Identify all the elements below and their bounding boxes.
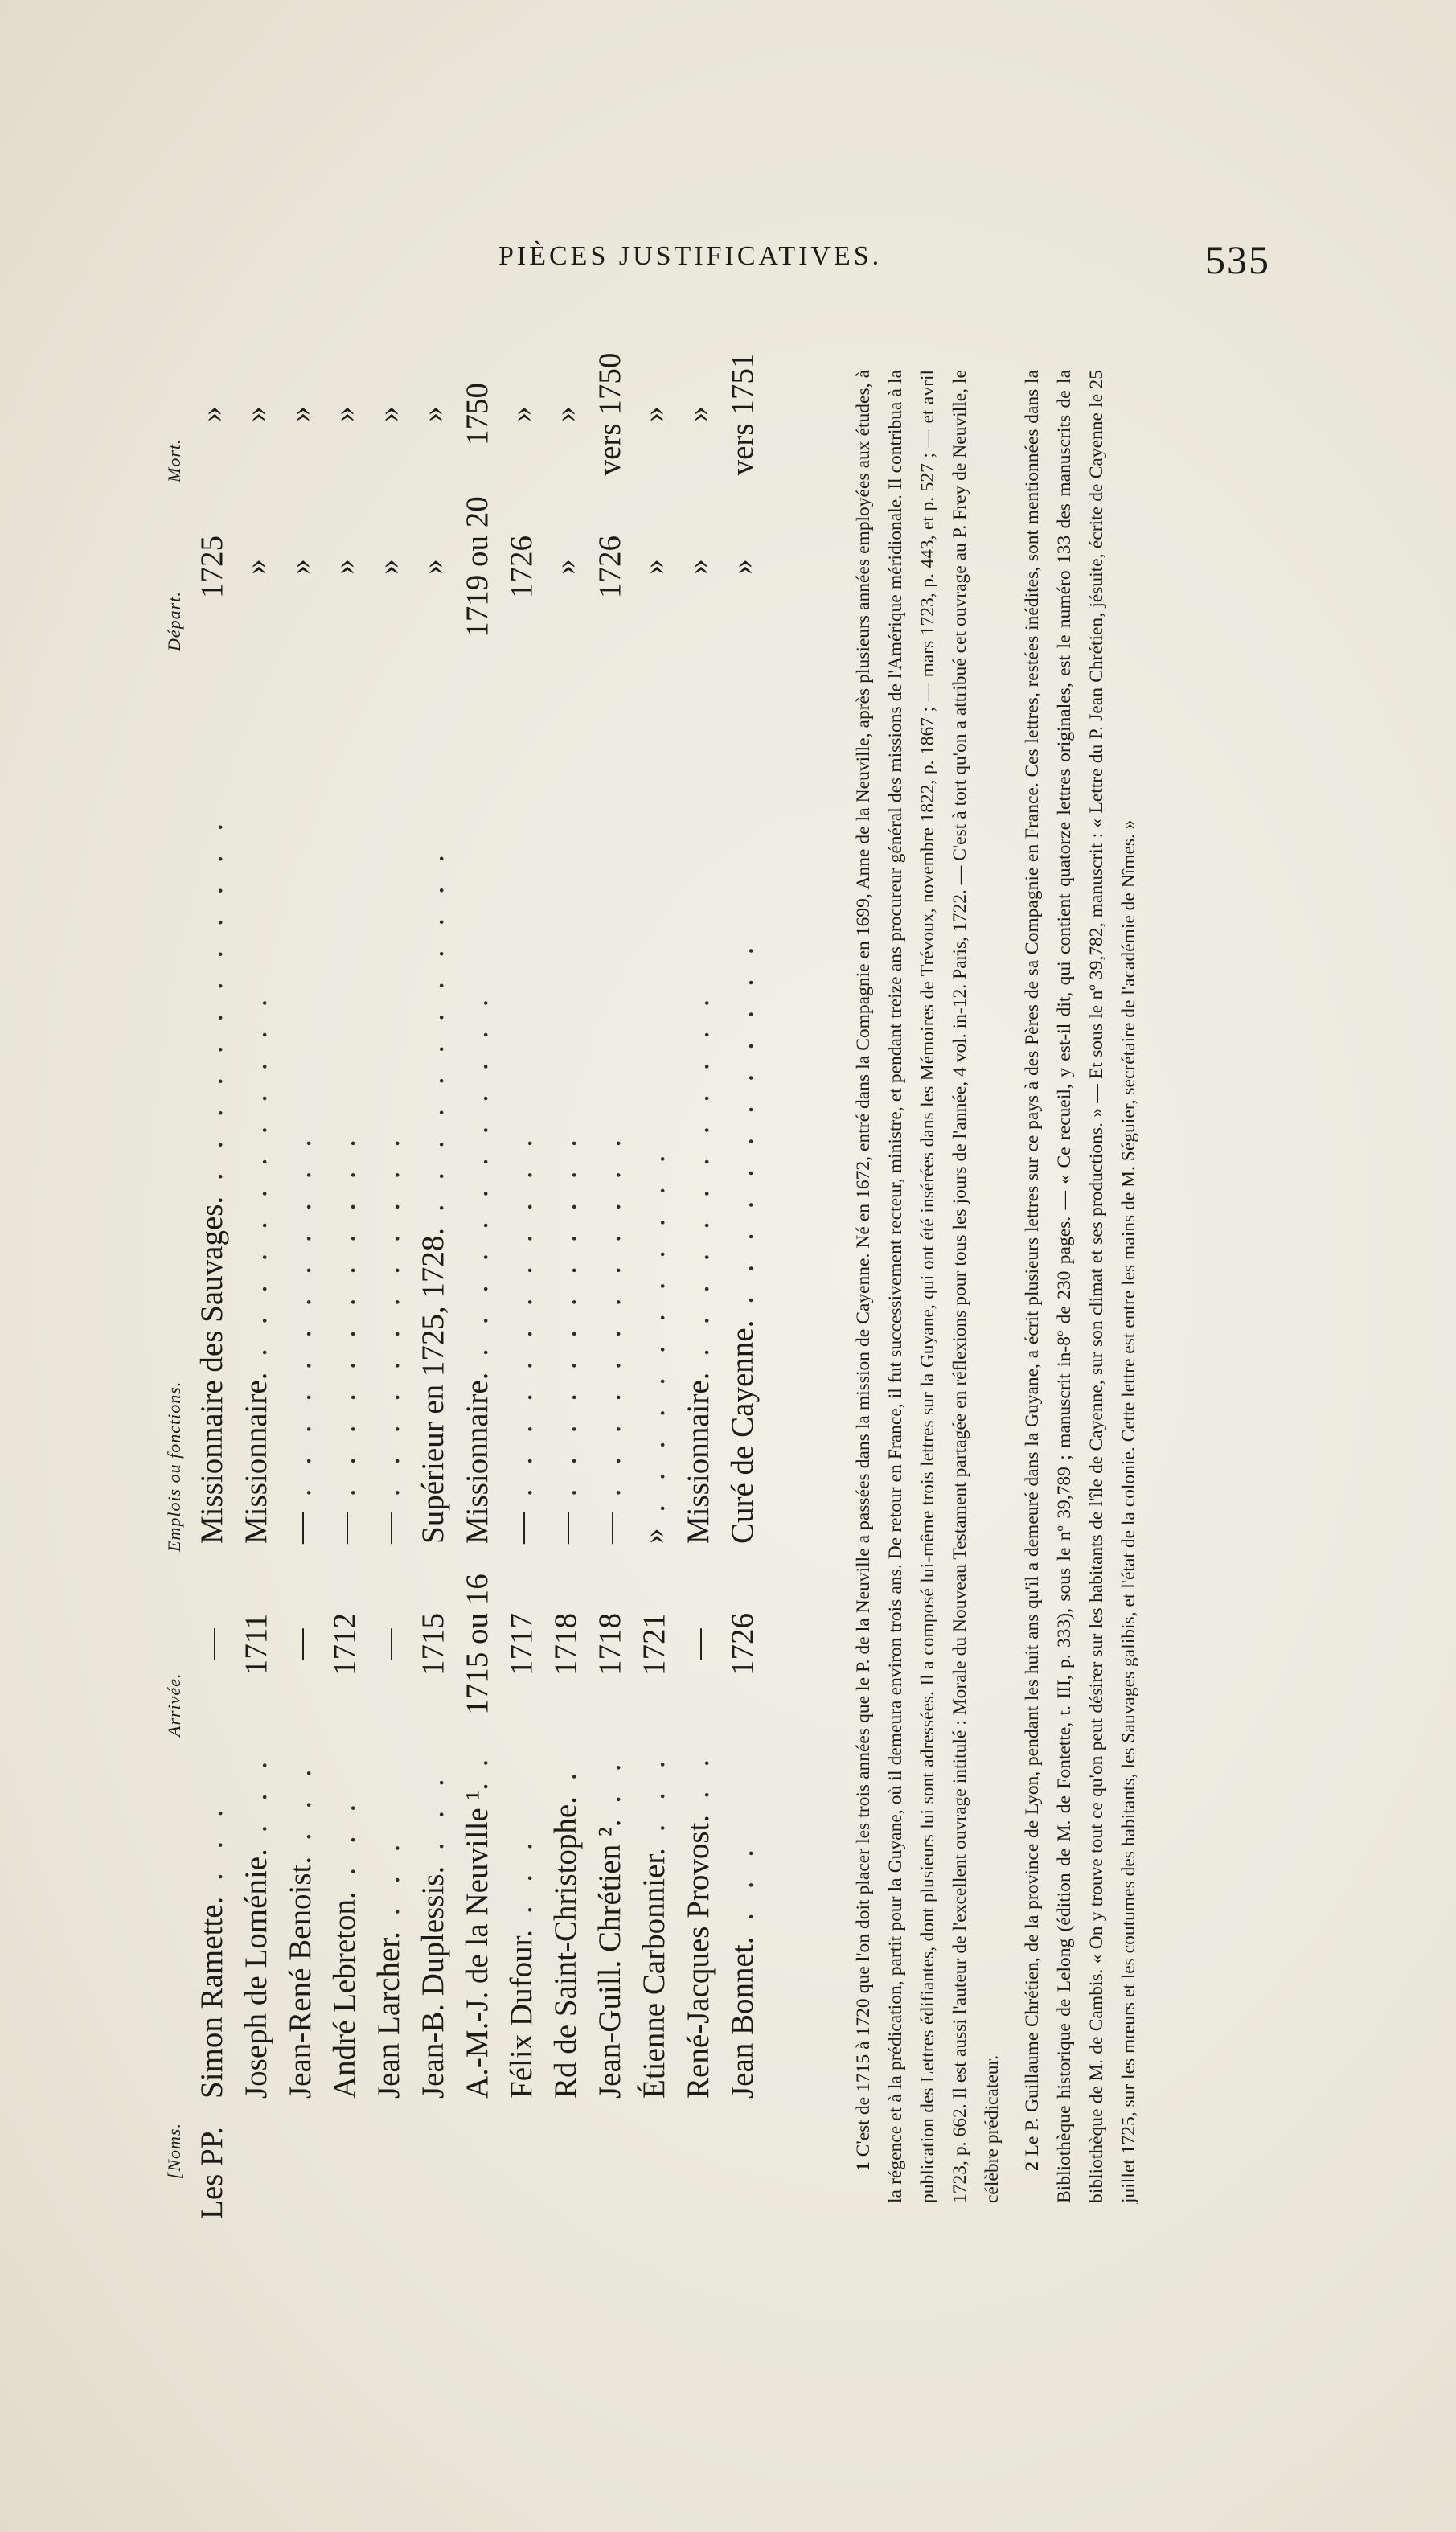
footnotes <box>847 370 1153 2203</box>
arrival-cell-text: — <box>283 1628 318 1660</box>
header-death: Mort. <box>164 438 184 482</box>
arrival-cell <box>676 1552 720 1737</box>
missionary-name <box>499 1737 543 2099</box>
row-prefix <box>234 2099 278 2219</box>
row-prefix <box>190 2099 234 2219</box>
table-row <box>190 346 234 2219</box>
missionary-name <box>367 1737 411 2099</box>
arrival-cell <box>411 1552 455 1737</box>
departure-cell <box>190 482 234 651</box>
header-departure: Départ. <box>164 591 184 651</box>
departure-cell <box>278 482 322 651</box>
leader-dots: . . . . . . . . . . . . <box>725 938 760 1320</box>
row-prefix-text: Les PP. <box>195 2127 229 2219</box>
employment-cell <box>676 651 720 1552</box>
leader-dots: . . . <box>637 1752 671 1849</box>
leader-dots: . . <box>593 1755 627 1820</box>
arrival-cell <box>367 1552 411 1737</box>
missionary-name-text: Jean-B. Duplessis. <box>416 1865 450 2099</box>
leader-dots: . . <box>681 1750 716 1815</box>
death-cell <box>455 346 499 482</box>
employment-cell <box>367 651 411 1552</box>
footnote-number: 2 <box>1022 2161 1043 2171</box>
death-cell-text: » <box>548 406 583 422</box>
departure-cell-text: » <box>283 559 318 575</box>
departure-cell-text: » <box>371 559 406 575</box>
missionaries-table <box>164 346 765 2219</box>
row-prefix <box>588 2099 632 2219</box>
missionary-name <box>676 1737 720 2099</box>
arrival-cell <box>190 1552 234 1737</box>
employment-cell-text: Supérieur en 1725, 1728. <box>416 1227 450 1544</box>
death-cell <box>499 346 543 482</box>
leader-dots: . . . . . . . . . . . . <box>637 1147 671 1529</box>
arrival-cell <box>455 1552 499 1737</box>
departure-cell <box>543 482 588 651</box>
employment-cell-text: — <box>504 1512 539 1544</box>
leader-dots: . . . . . . . . . . . . <box>327 1131 362 1512</box>
death-cell-text: 1750 <box>460 383 494 445</box>
footnote-2 <box>1016 370 1145 2203</box>
employment-cell <box>278 651 322 1552</box>
death-cell-text: » <box>504 406 539 422</box>
leader-dots: . . . . . . . . . . . . <box>548 1131 583 1512</box>
employment-cell-text: Curé de Cayenne. <box>725 1319 760 1544</box>
departure-cell-text: » <box>725 559 760 575</box>
missionary-name-text: Jean Larcher. <box>371 1931 406 2099</box>
table-row <box>720 346 765 2219</box>
employment-cell-text: — <box>548 1512 583 1544</box>
leader-dots: . <box>548 1764 583 1797</box>
table-row <box>367 346 411 2219</box>
footnote-text: Le P. Guillaume Chrétien, de la province de Lyon, pendant les huit ans qu'il a demeuré dans la Guyane, a écrit plusieurs lettres sur ce pays à des Pères de sa Compagnie en France. Ces lettres, restées inédites, sont mentionnées dans la Bibliothèque historique de Lelong (édition de M. de Fontette, t. III, p. 333), sous le nº 39,789 ; manuscrit in-8º de 230 pages. — « Ce recueil, y est-il dit, qui contient quatorze lettres originales, est le numéro 133 des manuscrits de la bibliothèque de M. de Cambis. « On y trouve tout ce qu'on peut désirer sur les habitants de l'île de Cayenne, sur son climat et ses productions. » — Et sous le nº 39,782, manuscrit : « Lettre du P. Jean Chrétien, jésuite, écrite de Cayenne le 25 juillet 1725, sur les mœurs et les coutumes des habitants, les Sauvages galibis, et l'état de la colonie. Cette lettre est entre les mains de M. Séguier, secrétaire de l'académie de Nîmes. » <box>1022 370 1139 2203</box>
row-prefix <box>278 2099 322 2219</box>
departure-cell <box>367 482 411 651</box>
employment-cell <box>190 651 234 1552</box>
departure-cell <box>676 482 720 651</box>
missionary-name <box>543 1737 588 2099</box>
missionary-name-text: Joseph de Loménie. <box>239 1849 273 2099</box>
departure-cell-text: » <box>239 559 273 575</box>
employment-cell-text: Missionnaire des Sauvages. <box>195 1196 229 1544</box>
leader-dots: . . . <box>239 1753 273 1849</box>
missionary-name <box>190 1737 234 2099</box>
departure-cell <box>499 482 543 651</box>
employment-cell <box>720 651 765 1552</box>
death-cell <box>367 346 411 482</box>
departure-cell-text: 1719 ou 20 <box>460 496 494 638</box>
arrival-cell <box>720 1552 765 1737</box>
table-row <box>543 346 588 2219</box>
arrival-cell-text: 1717 <box>504 1613 539 1676</box>
departure-cell <box>720 482 765 651</box>
leader-dots: . . . . . . . . . . . . <box>283 1131 318 1512</box>
death-cell <box>322 346 367 482</box>
leader-dots: . . . <box>283 1761 318 1857</box>
table-row <box>499 346 543 2219</box>
table-row <box>676 346 720 2219</box>
arrival-cell <box>234 1552 278 1737</box>
table-row <box>411 346 455 2219</box>
leader-dots: . <box>460 1750 494 1783</box>
arrival-cell-text: 1718 <box>593 1613 627 1676</box>
employment-cell-text: Missionnaire. <box>460 1372 494 1544</box>
header-arrival: Arrivée. <box>164 1672 184 1737</box>
employment-cell <box>543 651 588 1552</box>
arrival-cell-text: 1715 ou 16 <box>460 1574 494 1715</box>
header-employment: Emplois ou fonctions. <box>164 1381 184 1552</box>
row-prefix <box>720 2099 765 2219</box>
page-number: 535 <box>1205 237 1270 282</box>
death-cell <box>676 346 720 482</box>
row-prefix <box>543 2099 588 2219</box>
death-cell <box>190 346 234 482</box>
arrival-cell <box>632 1552 676 1737</box>
missionary-name-text: Simon Ramette. <box>195 1896 229 2099</box>
row-prefix <box>455 2099 499 2219</box>
leader-dots: . . . . . . . . . . . . <box>593 1131 627 1512</box>
departure-cell-text: » <box>681 559 716 575</box>
departure-cell <box>588 482 632 651</box>
arrival-cell-text: 1711 <box>239 1613 273 1676</box>
leader-dots: . . . <box>504 1834 539 1930</box>
employment-cell-text: Missionnaire. <box>239 1372 273 1544</box>
death-cell-text: » <box>416 406 450 422</box>
departure-cell-text: » <box>637 559 671 575</box>
death-cell-text: » <box>637 406 671 422</box>
missionary-name-text: René-Jacques Provost. <box>681 1814 716 2099</box>
table-row <box>455 346 499 2219</box>
departure-cell <box>322 482 367 651</box>
departure-cell-text: » <box>416 559 450 575</box>
page-header <box>498 237 1270 289</box>
missionary-name-text: Jean-René Benoist. <box>283 1856 318 2099</box>
row-prefix <box>676 2099 720 2219</box>
row-prefix <box>411 2099 455 2219</box>
arrival-cell-text: — <box>195 1628 229 1660</box>
missionary-name <box>322 1737 367 2099</box>
death-cell-text: vers 1750 <box>593 352 627 476</box>
death-cell <box>278 346 322 482</box>
row-prefix <box>632 2099 676 2219</box>
departure-cell-text: 1726 <box>504 536 539 598</box>
table-body <box>190 346 765 2219</box>
leader-dots: . . . . . . . . . . . . <box>504 1131 539 1512</box>
missionary-name-text: André Lebreton. <box>327 1891 362 2099</box>
row-prefix <box>322 2099 367 2219</box>
death-cell <box>411 346 455 482</box>
missionary-name <box>588 1737 632 2099</box>
departure-cell-text: » <box>548 559 583 575</box>
arrival-cell <box>499 1552 543 1737</box>
table-header-row <box>164 346 190 2219</box>
employment-cell <box>499 651 543 1552</box>
arrival-cell-text: 1726 <box>725 1613 760 1676</box>
missionary-name <box>278 1737 322 2099</box>
footnote-1 <box>847 370 1008 2203</box>
death-cell-text: » <box>327 406 362 422</box>
departure-cell <box>455 482 499 651</box>
missionary-name <box>720 1737 765 2099</box>
table-row <box>632 346 676 2219</box>
missionary-name-text: Félix Dufour. <box>504 1929 539 2099</box>
death-cell-text: » <box>283 406 318 422</box>
leader-dots: . . . <box>327 1795 362 1892</box>
row-prefix <box>367 2099 411 2219</box>
missionary-name-text: Jean-Guill. Chrétien ². <box>593 1819 627 2099</box>
employment-cell-text: » <box>637 1528 671 1544</box>
employment-cell-text: Missionnaire. <box>681 1372 716 1544</box>
arrival-cell <box>278 1552 322 1737</box>
employment-cell <box>455 651 499 1552</box>
table-row <box>322 346 367 2219</box>
rotated-content <box>164 346 1209 2219</box>
leader-dots: . . . . . . . . . . . . <box>195 815 229 1196</box>
leader-dots: . . . <box>371 1836 406 1932</box>
footnote-text: C'est de 1715 à 1720 que l'on doit placer les trois années que le P. de la Neuville a passées dans la mission de Cayenne. Né en 1672, entré dans la Compagnie en 1699, Anne de la Neuville, après plusieurs années employées aux études, à la régence et à la prédication, partit pour la Guyane, où il demeura environ trois ans. De retour en France, il fut successivement recteur, ministre, et pendant treize ans procureur général des missions de l'Amérique méridionale. Il contribua à la publication des Lettres édifiantes, dont plusieurs lui sont adressées. Il a composé lui-même trois lettres sur la Guyane, qui ont été insérées dans les Mémoires de Trévoux, novembre 1822, p. 1867 ; — mars 1723, p. 443, et p. 527 ; — et avril 1723, p. 662. Il est aussi l'auteur de l'excellent ouvrage intitulé : Morale du Nouveau Testament partagée en réflexions pour tous les jours de l'année, 4 vol. in-12. Paris, 1722. — C'est à tort qu'on a attribué cet ouvrage au P. Frey de Neuville, le célèbre prédicateur. <box>853 370 1003 2203</box>
employment-cell <box>588 651 632 1552</box>
leader-dots: . . . <box>725 1841 760 1937</box>
missionaries-table-wrap <box>164 346 765 2219</box>
departure-cell-text: 1726 <box>593 536 627 598</box>
death-cell <box>234 346 278 482</box>
death-cell-text: vers 1751 <box>725 352 760 476</box>
missionary-name <box>234 1737 278 2099</box>
arrival-cell-text: 1712 <box>327 1613 362 1676</box>
death-cell <box>543 346 588 482</box>
arrival-cell-text: 1721 <box>637 1613 671 1676</box>
missionary-name-text: A.-M.-J. de la Neuville ¹. <box>460 1783 494 2099</box>
death-cell-text: » <box>681 406 716 422</box>
employment-cell-text: — <box>593 1512 627 1544</box>
leader-dots: . . . <box>416 1771 450 1866</box>
leader-dots: . . . <box>195 1801 229 1897</box>
arrival-cell-text: 1715 <box>416 1613 450 1676</box>
departure-cell <box>234 482 278 651</box>
leader-dots: . . . . . . . . . . . . <box>460 991 494 1373</box>
death-cell-text: » <box>371 406 406 422</box>
employment-cell <box>411 651 455 1552</box>
leader-dots: . . . . . . . . . . . . <box>681 991 716 1373</box>
arrival-cell-text: — <box>371 1628 406 1660</box>
death-cell <box>720 346 765 482</box>
missionary-name <box>411 1737 455 2099</box>
departure-cell-text: 1725 <box>195 536 229 598</box>
employment-cell <box>234 651 278 1552</box>
employment-cell-text: — <box>327 1512 362 1544</box>
row-prefix <box>499 2099 543 2219</box>
table-row <box>588 346 632 2219</box>
leader-dots: . . . . . . . . . . . . <box>239 991 273 1373</box>
employment-cell <box>632 651 676 1552</box>
missionary-name <box>632 1737 676 2099</box>
header-spacer <box>164 1737 190 2099</box>
departure-cell <box>411 482 455 651</box>
missionary-name <box>455 1737 499 2099</box>
departure-cell-text: » <box>327 559 362 575</box>
arrival-cell-text: 1718 <box>548 1613 583 1676</box>
table-row <box>278 346 322 2219</box>
missionary-name-text: Rd de Saint-Christophe. <box>548 1796 583 2099</box>
arrival-cell-text: — <box>681 1628 716 1660</box>
running-title: PIÈCES JUSTIFICATIVES. <box>498 241 883 271</box>
leader-dots: . . . . . . . . . . . . <box>416 846 450 1228</box>
employment-cell-text: — <box>371 1512 406 1544</box>
header-names: [Noms. <box>164 2123 184 2180</box>
death-cell <box>632 346 676 482</box>
table-row <box>234 346 278 2219</box>
departure-cell <box>632 482 676 651</box>
missionary-name-text: Jean Bonnet. <box>725 1936 760 2099</box>
death-cell-text: » <box>239 406 273 422</box>
arrival-cell <box>588 1552 632 1737</box>
leader-dots: . . . . . . . . . . . . <box>371 1131 406 1512</box>
footnote-number: 1 <box>853 2161 874 2171</box>
death-cell-text: » <box>195 406 229 422</box>
arrival-cell <box>543 1552 588 1737</box>
employment-cell <box>322 651 367 1552</box>
death-cell <box>588 346 632 482</box>
arrival-cell <box>322 1552 367 1737</box>
employment-cell-text: — <box>283 1512 318 1544</box>
missionary-name-text: Étienne Carbonnier. <box>637 1848 671 2099</box>
